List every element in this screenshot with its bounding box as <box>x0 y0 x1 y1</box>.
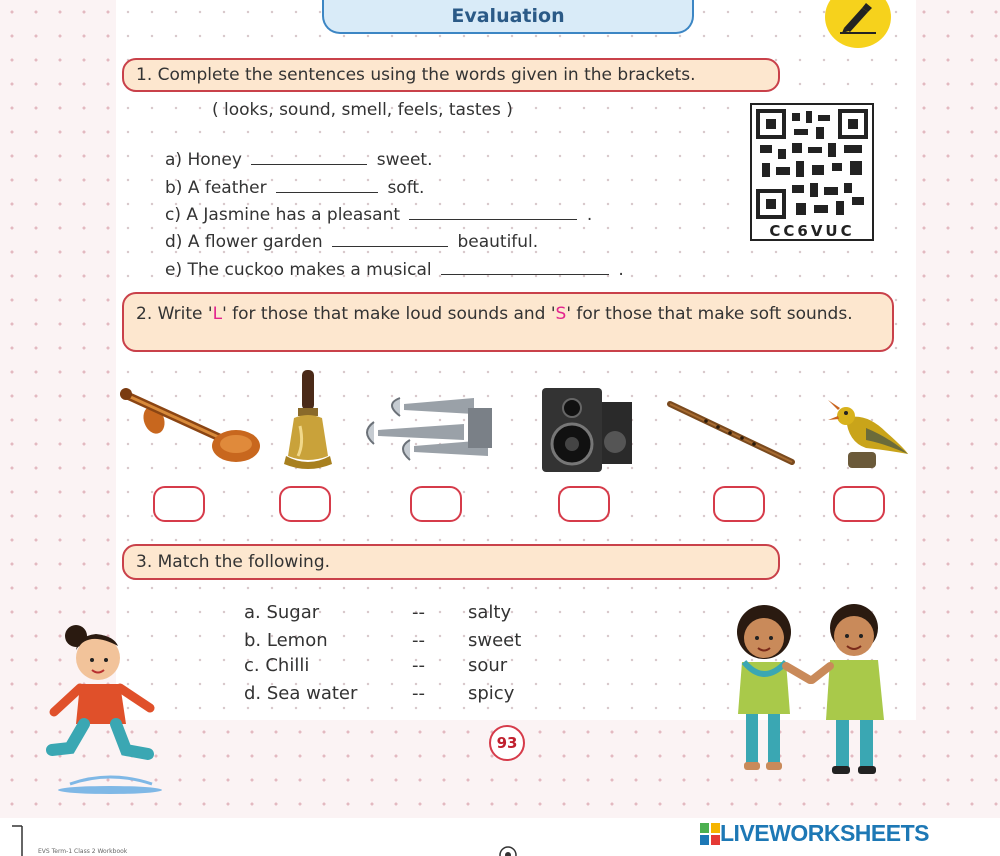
word-bank: ( looks, sound, smell, feels, tastes ) <box>212 100 513 120</box>
bell-image <box>276 368 340 476</box>
registration-mark-icon <box>498 845 518 856</box>
sentence-e-start: e) The cuckoo makes a musical <box>165 260 432 280</box>
answer-box-speakers[interactable] <box>558 486 610 522</box>
sentence-a-end: sweet. <box>376 150 433 170</box>
evaluation-heading <box>322 0 694 34</box>
match-left-b[interactable]: b. Lemon <box>244 630 328 651</box>
question-3-bar <box>122 544 780 580</box>
jumping-girl-image <box>40 620 170 798</box>
liveworksheets-brand: LIVEWORKSHEETS <box>720 820 929 846</box>
sentence-d-start: d) A flower garden <box>165 232 323 252</box>
sentence-d-end: beautiful. <box>457 232 539 252</box>
blank-a[interactable] <box>251 151 367 165</box>
sentence-c-start: c) A Jasmine has a pleasant <box>165 205 401 225</box>
page-number: 93 <box>489 725 525 761</box>
match-separator: -- <box>412 630 425 651</box>
match-left-a[interactable]: a. Sugar <box>244 602 320 623</box>
sentence-a <box>165 150 433 170</box>
qr-code-image <box>750 103 874 241</box>
speakers-image <box>540 386 634 474</box>
blank-e[interactable] <box>441 261 609 275</box>
question-2-prompt <box>136 300 853 328</box>
bird-image <box>826 392 910 472</box>
flute-image <box>666 400 798 468</box>
answer-box-horns[interactable] <box>410 486 462 522</box>
question-1-bar <box>122 58 780 92</box>
blank-d[interactable] <box>332 233 448 247</box>
q2-text-1: 2. Write ' <box>136 304 213 324</box>
sentence-d <box>165 232 538 252</box>
match-separator: -- <box>412 655 425 676</box>
children-image <box>716 596 916 782</box>
q2-text-2: ' for those that make loud sounds and ' <box>222 304 556 324</box>
match-separator: -- <box>412 683 425 704</box>
footer-small-text: EVS Term-1 Class 2 Workbook <box>38 848 128 855</box>
sentence-a-start: a) Honey <box>165 150 242 170</box>
evaluation-title: Evaluation <box>451 5 565 27</box>
answer-box-veena[interactable] <box>153 486 205 522</box>
answer-box-flute[interactable] <box>713 486 765 522</box>
match-right-1[interactable]: salty <box>468 602 512 623</box>
sentence-c-end: . <box>586 205 593 225</box>
q2-text-3: ' for those that make soft sounds. <box>566 304 853 324</box>
blank-b[interactable] <box>276 179 378 193</box>
match-right-3[interactable]: sour <box>468 655 508 676</box>
question-1-prompt: 1. Complete the sentences using the words given in the brackets. <box>136 65 696 85</box>
liveworksheets-icon <box>700 823 720 845</box>
sentence-b-end: soft. <box>387 178 425 198</box>
question-3-prompt: 3. Match the following. <box>136 552 331 572</box>
match-left-d[interactable]: d. Sea water <box>244 683 358 704</box>
sentence-c <box>165 205 592 225</box>
liveworksheets-logo[interactable] <box>700 820 929 847</box>
soft-letter: S <box>555 304 567 324</box>
sentence-b <box>165 178 424 198</box>
match-left-c[interactable]: c. Chilli <box>244 655 310 676</box>
veena-image <box>118 382 268 468</box>
sentence-b-start: b) A feather <box>165 178 267 198</box>
qr-code-text: CC6VUC <box>769 222 855 240</box>
question-2-bar <box>122 292 894 352</box>
match-right-4[interactable]: spicy <box>468 683 515 704</box>
crop-mark-icon <box>10 824 24 856</box>
match-separator: -- <box>412 602 425 623</box>
sentence-e-end: . <box>618 260 624 280</box>
loud-letter: L <box>212 304 223 324</box>
answer-box-bell[interactable] <box>279 486 331 522</box>
match-right-2[interactable]: sweet <box>468 630 522 651</box>
answer-box-bird[interactable] <box>833 486 885 522</box>
horns-image <box>364 388 496 466</box>
blank-c[interactable] <box>409 206 577 220</box>
sentence-e <box>165 260 624 280</box>
